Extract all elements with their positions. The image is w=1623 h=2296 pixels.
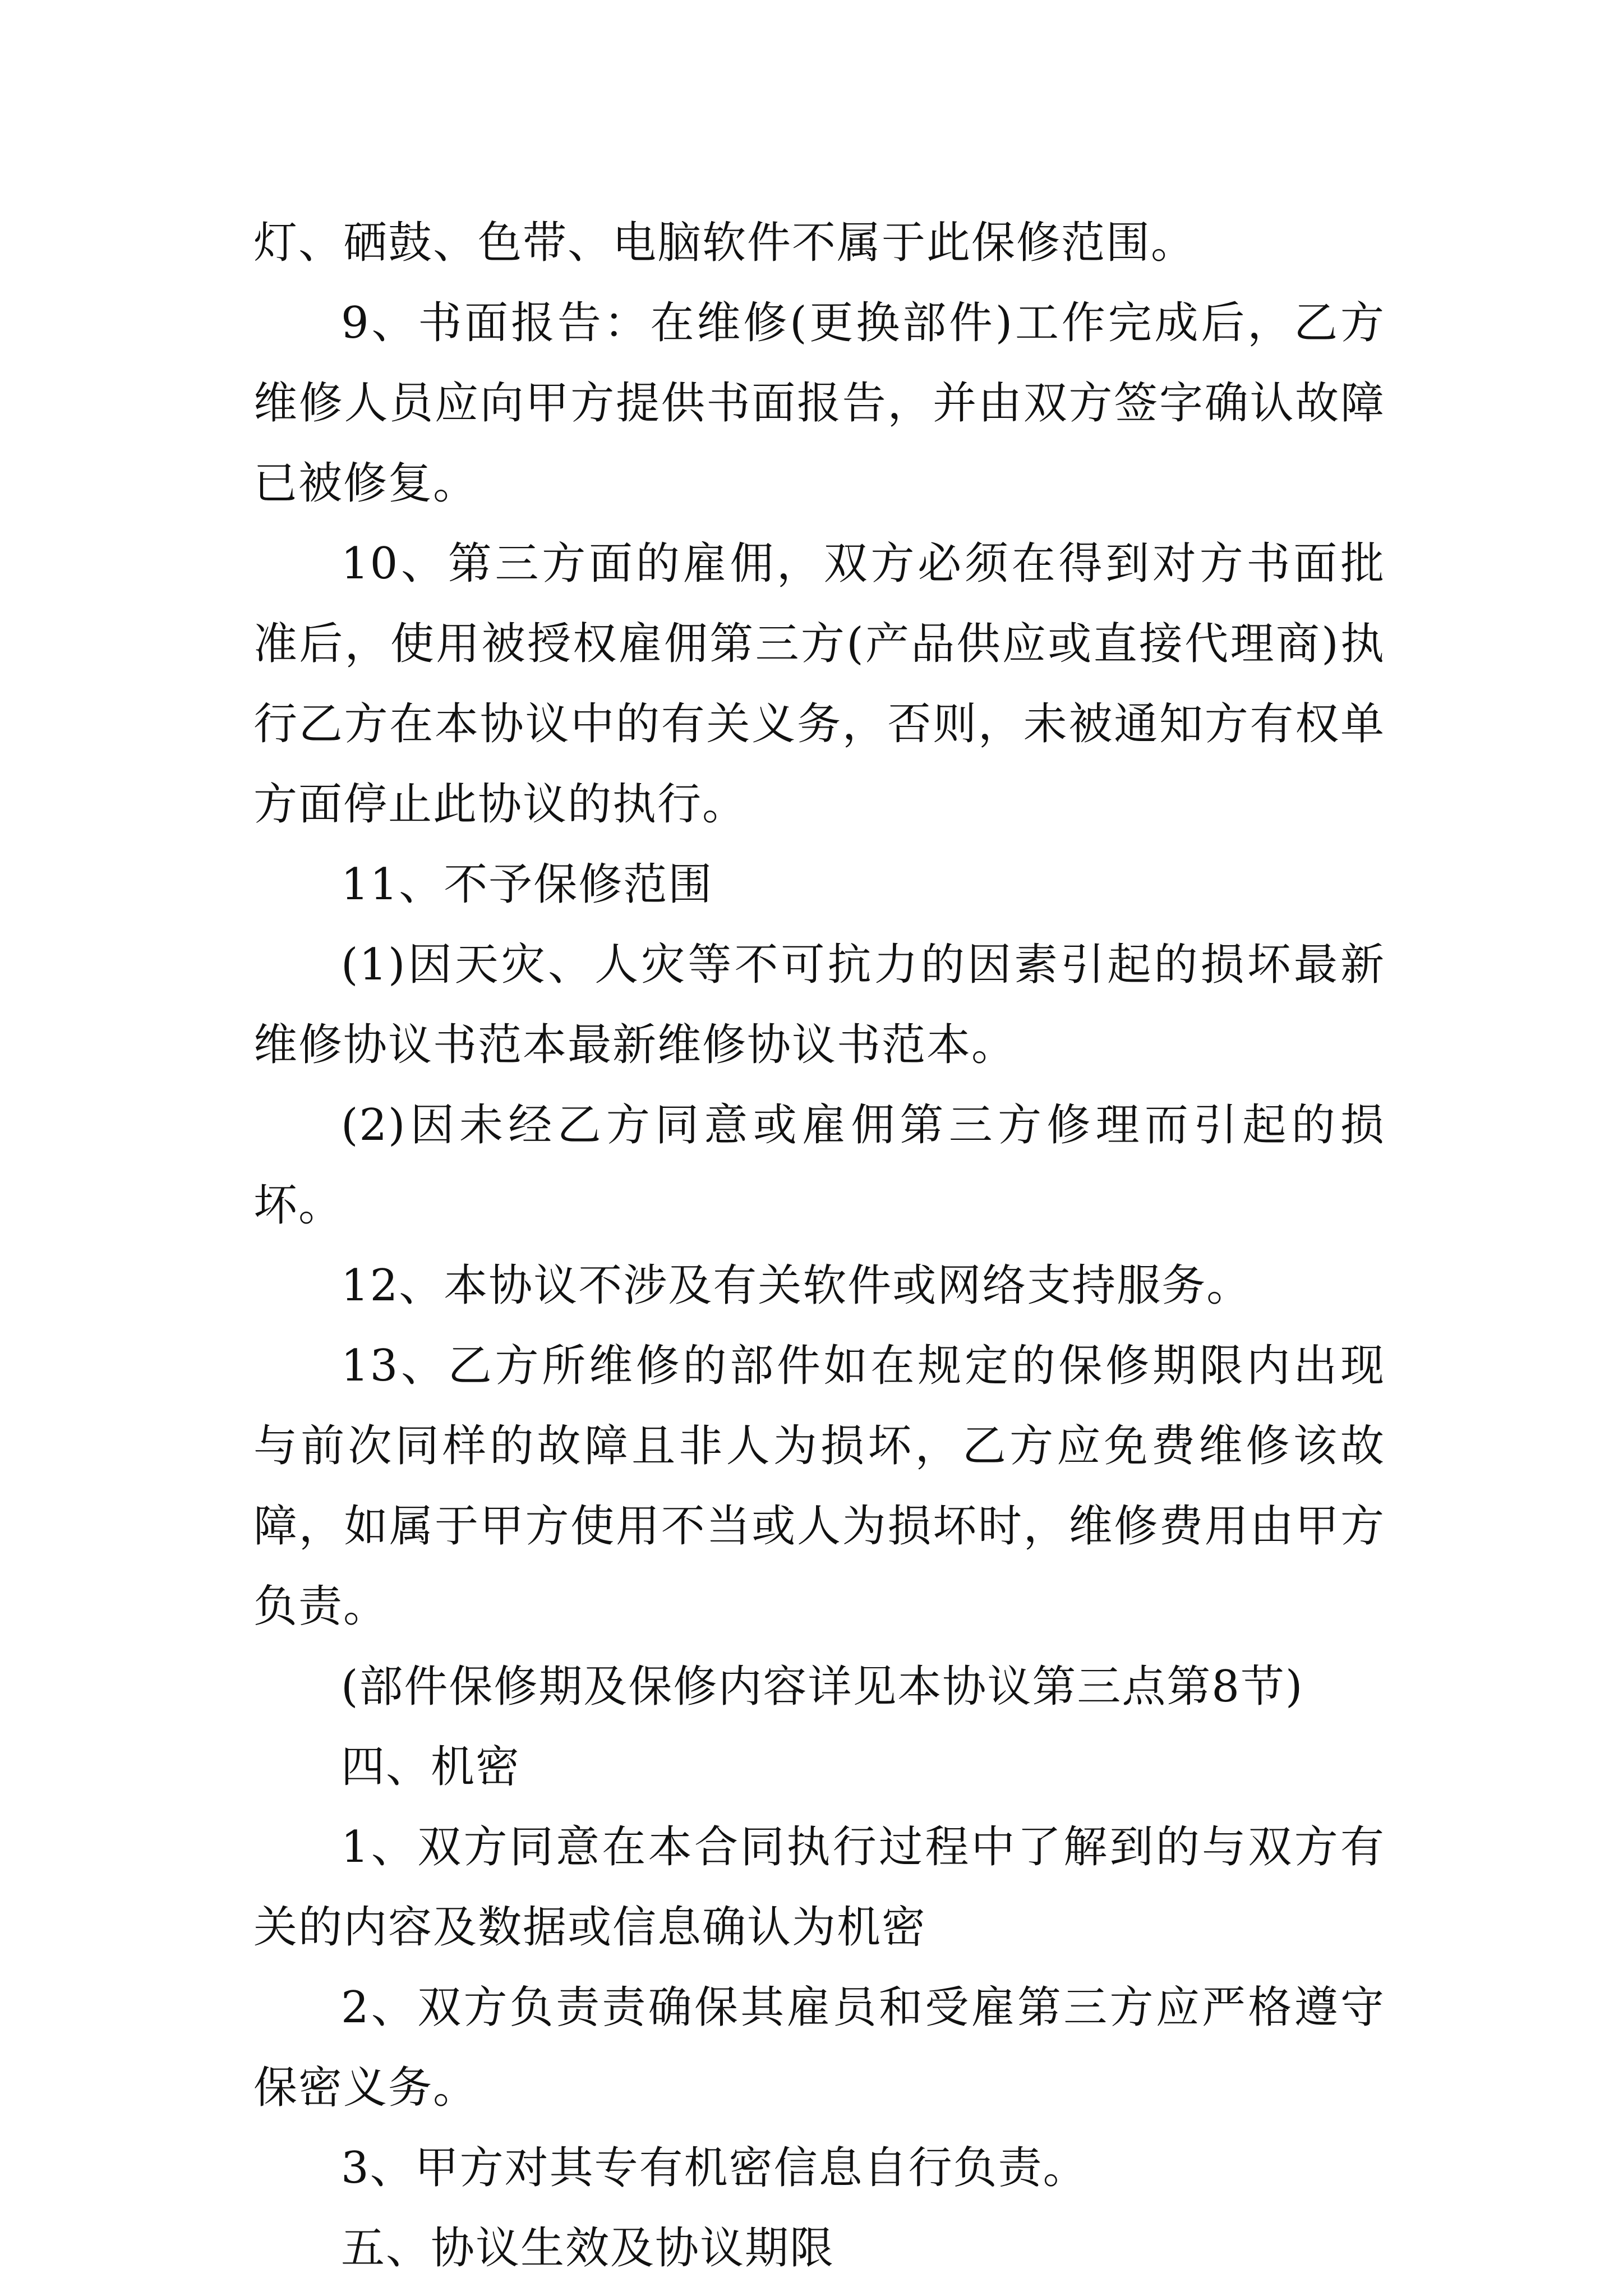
document-body	[253, 203, 1385, 2289]
paragraph-confidentiality-1: 1、双方同意在本合同执行过程中了解到的与双方有关的内容及数据或信息确认为机密	[253, 1822, 1385, 1953]
paragraph-clause-11-1: (1)因天灾、人灾等不可抗力的因素引起的损坏最新维修协议书范本最新维修协议书范本。	[253, 940, 1385, 1070]
paragraph-confidentiality-2: 2、双方负责责确保其雇员和受雇第三方应严格遵守保密义务。	[253, 1982, 1385, 2113]
paragraph-clause-13-note: (部件保修期及保修内容详见本协议第三点第8节)	[341, 1662, 1304, 1712]
paragraph-continuation: 灯、硒鼓、色带、电脑软件不属于此保修范围。	[253, 218, 1196, 268]
paragraph-confidentiality-3: 3、甲方对其专有机密信息自行负责。	[341, 2143, 1088, 2193]
section-heading-effectiveness: 五、协议生效及协议期限	[341, 2223, 835, 2274]
paragraph-clause-13: 13、乙方所维修的部件如在规定的保修期限内出现与前次同样的故障且非人为损坏，乙方应免费维修该故障，如属于甲方使用不当或人为损坏时，维修费用由甲方负责。	[253, 1341, 1385, 1632]
paragraph-clause-11-2: (2)因未经乙方同意或雇佣第三方修理而引起的损坏。	[253, 1100, 1385, 1231]
paragraph-clause-10: 10、第三方面的雇佣，双方必须在得到对方书面批准后，使用被授权雇佣第三方(产品供应或直接代理商)执行乙方在本协议中的有关义务，否则，未被通知方有权单方面停止此协议的执行。	[253, 539, 1385, 830]
paragraph-clause-12: 12、本协议不涉及有关软件或网络支持服务。	[341, 1260, 1252, 1311]
section-heading-confidentiality: 四、机密	[341, 1742, 521, 1792]
paragraph-clause-9: 9、书面报告：在维修(更换部件)工作完成后，乙方维修人员应向甲方提供书面报告，并由双方签字确认故障已被修复。	[253, 298, 1385, 509]
paragraph-clause-11: 11、不予保修范围	[341, 859, 713, 910]
